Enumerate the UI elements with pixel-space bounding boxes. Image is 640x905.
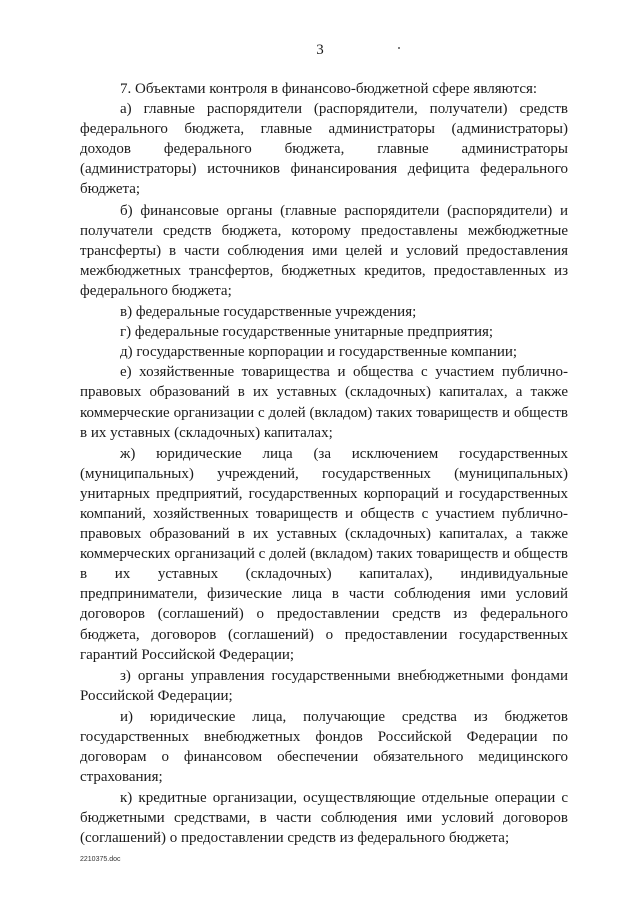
- paragraph-item-e: е) хозяйственные товарищества и общества с участием публично-правовых образований в их уставных (складочных) капиталах, а также коммерческие организации с долей (вкладом) таких товариществ и обществ в их уставных (складочных) капиталах;: [80, 364, 568, 441]
- paragraph-item-i: и) юридические лица, получающие средства из бюджетов государственных внебюджетных фондов Российской Федерации по договорам о финансовом обеспечении обязательного медицинского страхования;: [80, 708, 568, 786]
- paragraph-item-z: з) органы управления государственными внебюджетными фондами Российской Федерации;: [80, 667, 568, 704]
- paragraph-item-d: д) государственные корпорации и государственные компании;: [120, 344, 518, 361]
- paragraph-intro: 7. Объектами контроля в финансово-бюджетной сфере являются:: [120, 81, 538, 97]
- paragraph-item-v: в) федеральные государственные учреждения;: [120, 304, 417, 321]
- paragraph-item-g: г) федеральные государственные унитарные предприятия;: [120, 324, 494, 341]
- scan-speck: [398, 47, 400, 49]
- file-name-footer: 2210375.doc: [80, 856, 121, 863]
- paragraph-item-a: а) главные распорядители (распорядители, получатели) средств федерального бюджета, главные администраторы (администраторы) доходов федерального бюджета, главные администраторы (администраторы) источников финансирования дефицита федерального бюджета;: [80, 101, 568, 198]
- page-number: 3: [316, 42, 324, 58]
- document-body: [80, 79, 568, 849]
- paragraph-item-zh: ж) юридические лица (за исключением государственных (муниципальных) учреждений, государственных (муниципальных) унитарных предприятий, государственных корпораций и государственных компаний, хозяйственных товариществ и обществ с участием публично-правовых образований в их уставных (складочных) капиталах, а также коммерческих организаций с долей (вкладом) таких товариществ и обществ в их уставных (складочных) капиталах), индивидуальные предприниматели, физические лица в части соблюдения ими условий договоров (соглашений) о предоставлении средств из федерального бюджета, договоров (соглашений) о предоставлении государственных гарантий Российской Федерации;: [80, 445, 568, 663]
- paragraph-item-b: б) финансовые органы (главные распорядители (распорядители) и получатели средств бюджета, которому предоставлены межбюджетные трансферты) в части соблюдения ими целей и условий предоставления межбюджетных трансфертов, бюджетных кредитов, предоставленных из федерального бюджета;: [80, 202, 568, 299]
- paragraph-item-k: к) кредитные организации, осуществляющие отдельные операции с бюджетными средствами, в части соблюдения ими условий договоров (соглашений) о предоставлении средств из федерального бюджета;: [80, 790, 568, 847]
